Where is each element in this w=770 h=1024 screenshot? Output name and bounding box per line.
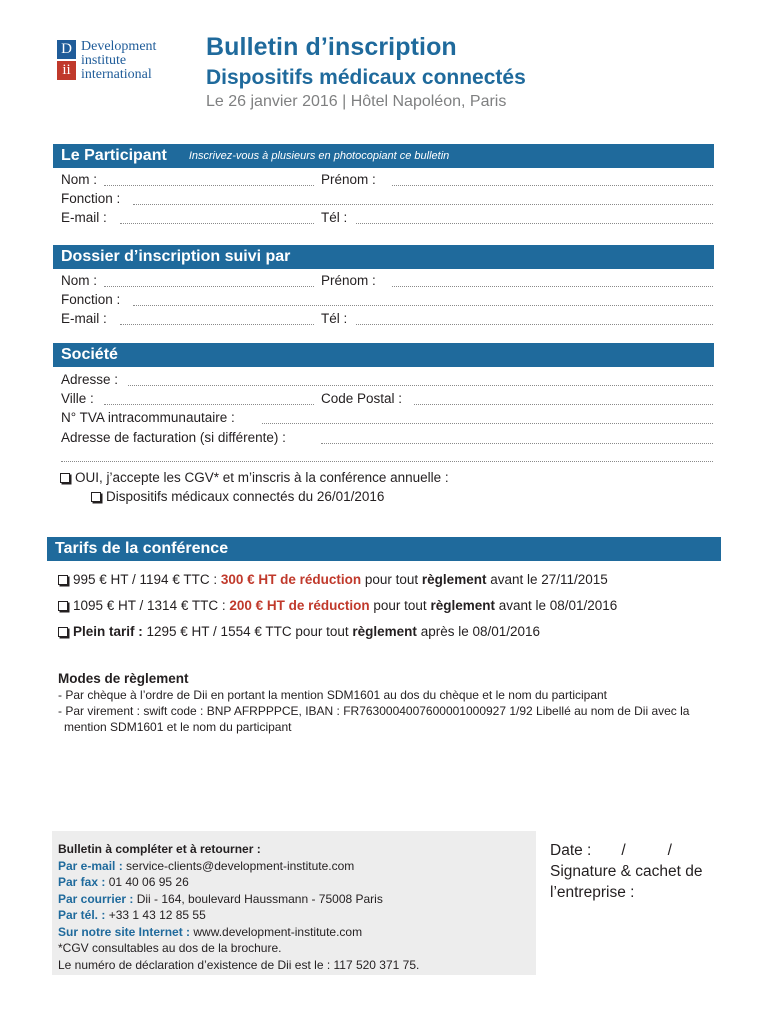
conference-option-label: Dispositifs médicaux connectés du 26/01/2016 — [106, 489, 385, 504]
conference-option-checkbox-row[interactable] — [91, 489, 384, 504]
checkbox-icon[interactable] — [60, 473, 70, 483]
section-title: Société — [61, 346, 118, 363]
tarif-mid: pour tout — [361, 572, 422, 587]
signature-block — [550, 840, 703, 903]
logo-line-3: international — [81, 67, 152, 82]
section-header-tarifs — [47, 537, 721, 561]
tarif-deadline: avant le 08/01/2016 — [494, 598, 618, 613]
page-title: Bulletin d’inscription — [206, 33, 457, 61]
logo-ii-mark: ii — [57, 61, 76, 80]
tarif-row-2[interactable] — [58, 598, 617, 613]
tarif-mid: pour tout — [369, 598, 431, 613]
event-date-location: Le 26 janvier 2016 | Hôtel Napoléon, Paris — [206, 93, 507, 110]
return-title: Bulletin à compléter et à retourner : — [58, 842, 261, 856]
return-fax-value: 01 40 06 95 26 — [105, 875, 189, 889]
return-email-label: Par e-mail : — [58, 858, 123, 873]
signature-date-row[interactable] — [550, 840, 703, 861]
return-courrier-label: Par courrier : — [58, 891, 134, 906]
societe-facturation-label: Adresse de facturation (si différente) : — [61, 430, 286, 445]
tarif-price: 1295 € HT / 1554 € TTC pour tout — [142, 624, 353, 639]
tarif-price: 995 € HT / 1194 € TTC : — [73, 572, 221, 587]
mode-virement-cont: mention SDM1601 et le nom du participant — [64, 720, 292, 734]
return-cgv-note: *CGV consultables au dos de la brochure. — [58, 941, 282, 955]
participant-nom-label: Nom : — [61, 172, 98, 187]
section-title: Tarifs de la conférence — [55, 540, 229, 557]
return-courrier-value: Dii - 164, boulevard Haussmann - 75008 Paris — [133, 891, 383, 906]
section-title: Le Participant — [61, 147, 167, 164]
societe-facturation-field[interactable] — [321, 443, 713, 444]
societe-ville-label: Ville : — [61, 391, 94, 406]
tarif-row-plein[interactable] — [58, 624, 540, 639]
return-site-label: Sur notre site Internet : — [58, 924, 191, 939]
dossier-tel-field[interactable] — [356, 324, 713, 325]
participant-fonction-label: Fonction : — [61, 191, 121, 206]
tarif-plein-label: Plein tarif : — [73, 624, 143, 639]
dossier-prenom-field[interactable] — [392, 286, 713, 287]
dii-logo — [57, 40, 156, 82]
section-note: Inscrivez-vous à plusieurs en photocopiant ce bulletin — [188, 150, 450, 162]
return-site-row — [58, 924, 530, 941]
logo-line-1: Development — [81, 39, 157, 54]
tarif-discount: 200 € HT de réduction — [229, 598, 370, 613]
dossier-nom-field[interactable] — [104, 286, 314, 287]
dossier-fonction-field[interactable] — [133, 305, 713, 306]
section-header-participant — [53, 144, 714, 168]
tarif-deadline: après le 08/01/2016 — [416, 624, 541, 639]
signature-label-2: l’entreprise : — [550, 884, 635, 901]
return-tel-label: Par tél. : — [58, 908, 106, 922]
participant-prenom-label: Prénom : — [321, 172, 376, 187]
return-courrier-row — [58, 891, 530, 908]
tarif-reglement: règlement — [430, 598, 495, 613]
checkbox-icon[interactable] — [58, 601, 68, 611]
dossier-prenom-label: Prénom : — [321, 273, 376, 288]
mode-cheque: - Par chèque à l’ordre de Dii en portant la mention SDM1601 au dos du chèque et le nom du participant — [58, 688, 607, 702]
participant-tel-label: Tél : — [321, 210, 348, 225]
participant-nom-field[interactable] — [104, 185, 314, 186]
tarif-row-1[interactable] — [58, 572, 608, 587]
section-title: Dossier d’inscription suivi par — [61, 248, 291, 265]
checkbox-icon[interactable] — [58, 575, 68, 585]
dossier-email-field[interactable] — [120, 324, 314, 325]
accept-cgv-checkbox-row[interactable] — [60, 470, 449, 485]
return-site-value[interactable]: www.development-institute.com — [190, 924, 363, 939]
return-fax-row — [58, 874, 530, 891]
signature-label-1: Signature & cachet de — [550, 863, 703, 880]
section-header-dossier — [53, 245, 714, 269]
accept-cgv-label: OUI, j’accepte les CGV* et m’inscris à la conférence annuelle : — [75, 470, 449, 485]
modes-reglement-title: Modes de règlement — [58, 671, 189, 686]
conference-title: Dispositifs médicaux connectés — [206, 66, 526, 89]
return-tel-row — [58, 907, 530, 924]
dossier-fonction-label: Fonction : — [61, 292, 121, 307]
participant-tel-field[interactable] — [356, 223, 713, 224]
date-slash-1: / — [621, 842, 626, 859]
participant-prenom-field[interactable] — [392, 185, 713, 186]
societe-code-postal-label: Code Postal : — [321, 391, 403, 406]
return-tel-value: +33 1 43 12 85 55 — [105, 908, 206, 922]
tarif-discount: 300 € HT de réduction — [220, 572, 362, 587]
logo-line-2: institute — [81, 53, 127, 68]
societe-tva-label: N° TVA intracommunautaire : — [61, 410, 235, 425]
checkbox-icon[interactable] — [91, 492, 101, 502]
tarif-reglement: règlement — [352, 624, 417, 639]
return-fax-label: Par fax : — [58, 875, 106, 889]
societe-tva-field[interactable] — [262, 423, 713, 424]
participant-email-label: E-mail : — [61, 210, 107, 225]
dossier-tel-label: Tél : — [321, 311, 348, 326]
societe-ville-field[interactable] — [104, 404, 314, 405]
logo-d-mark: D — [57, 40, 76, 59]
societe-code-postal-field[interactable] — [414, 404, 713, 405]
return-info-box — [52, 831, 536, 975]
return-declaration: Le numéro de déclaration d’existence de Dii est le : 117 520 371 75. — [58, 957, 420, 972]
tarif-price: 1095 € HT / 1314 € TTC : — [73, 598, 230, 613]
societe-facturation-field-line-2[interactable] — [61, 461, 713, 462]
checkbox-icon[interactable] — [58, 627, 68, 637]
tarif-reglement: règlement — [421, 572, 487, 587]
participant-email-field[interactable] — [120, 223, 314, 224]
dossier-nom-label: Nom : — [61, 273, 98, 288]
tarif-deadline: avant le 27/11/2015 — [486, 572, 608, 587]
section-header-societe — [53, 343, 714, 367]
mode-virement: - Par virement : swift code : BNP AFRPPPCE, IBAN : FR7630004007600001000927 1/92 Libellé au nom de Dii avec la — [58, 704, 690, 718]
date-slash-2: / — [667, 842, 672, 859]
return-email-row — [58, 858, 530, 875]
dossier-email-label: E-mail : — [61, 311, 107, 326]
participant-fonction-field[interactable] — [133, 204, 713, 205]
date-label: Date : — [550, 842, 592, 859]
societe-adresse-field[interactable] — [128, 385, 713, 386]
societe-adresse-label: Adresse : — [61, 372, 119, 387]
return-email-value[interactable]: service-clients@development-institute.com — [122, 858, 355, 873]
